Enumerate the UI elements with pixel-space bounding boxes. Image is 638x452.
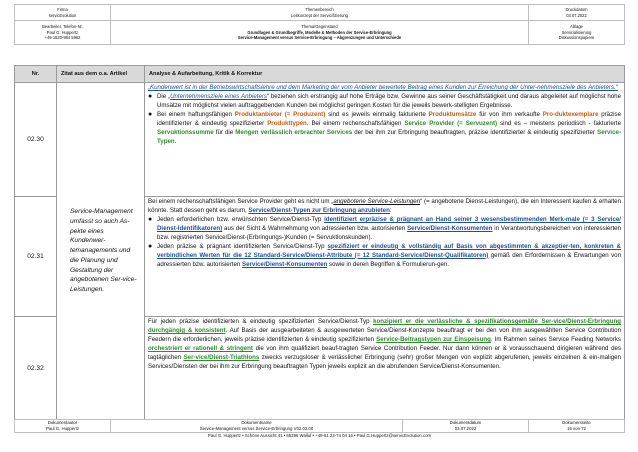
footer-page-value: 15 von 72 (567, 426, 586, 432)
bullet-icon: ● (148, 92, 153, 100)
quote-cell: Service-Management umfasst so auch As-pekte eines Kundenwer-temanagements und die Planung und Gestaltung der angebotenen Ser-vice-Leistungen. (57, 83, 145, 420)
header-print-date (529, 5, 625, 21)
header-editor (15, 21, 111, 45)
column-header-analysis: Analyse & Aufarbeitung, Kritik & Korrektur (145, 66, 625, 83)
analysis-cell (145, 197, 625, 317)
header-company-label: Firma (57, 7, 68, 13)
analysis-cell (145, 317, 625, 420)
definition-quote: „Kundenwert ist in der Betriebswirtschaftslehre und dem Marketing der vom Anbieter bewertete Beitrag eines Kunden zur Erreichung der Unter-nehmensziele des Anbieters.“ (148, 84, 618, 91)
bullet-icon: ● (148, 215, 153, 223)
header-subject-label: Thema/Gegenstand (301, 24, 338, 30)
document-footer (14, 419, 625, 440)
footer-document-date (403, 420, 529, 433)
bullet-text: Jeden erforderlichen bzw. erwünschten Service/Dienst-Typ identifiziert erpräzise & prägnant an Hand seiner 3 wesensbestimmenden Merk-male (= 3 Service/ Dienst-Identifikatoren) aus der Sicht & Wahrnehmung von adressierten bzw. autorisierten Service/Dienst-Konsumenten in Verantwortungsbereichen von interessierten bzw. registrierten Service/Dienst-(Erbringungs-)Kunden (= Servuktionskunden). (157, 215, 621, 241)
header-print-date-value: 03.07.2022 (566, 12, 587, 18)
header-topic-area (111, 5, 529, 21)
footer-page-label: Dokumentseite (562, 420, 591, 425)
analysis-paragraph: Für jeden präzise identifizierten & eindeutig spezifizierten Service/Dienst-Typ konzipiert er die verlässliche & spezifikationsgemäße Ser-vice/Dienst-Erbringung durchgängig & konsistent. Auf Basis der ausgearbeiteten & ausgewerteten Service/Dienst-Konzepte beauftragt er bei den von ihm ausgewählten Service Contribution Feedern die erforderlichen, jeweils präzise identifizierten & eindeutig spezifizierten Service-Beitragstypen zur Einspeisung. Im Rahmen seines Service Feeding Networks orchestriert er rationell & stringent die von ihm qualifiziert beauf-tragten Service Contribution Feeder. Nur dann können er & vorausschauend dirigieren während des tagtäglichen Ser-vice/Dienst-Triathlons zwecks verzugsloser & verlässlicher Erbringung (sehr) großer Mengen von explizit abgerufenen, jeweils einzelnen & ein-maligen Services/Diensten der bei ihm zur Erbringung beauftragten Typen jeweils explizit an die abrufenden Service/Dienst-Konsumenten. (148, 318, 622, 370)
bullet-text: Die „Unternehmensziele eines Anbieters“ beziehen sich erstrangig auf hohe Erträge bzw. Gewinne aus seiner Geschäftstätigkeit und daraus abgeleitet auf möglichst hohe Umsätze mit möglichst vielen auftraggebenden Kunden bei möglichst geringen Kosten für die jeweils bewerk-stelligten Ergebnisse. (157, 92, 622, 109)
document-header (14, 4, 625, 45)
bullet-text: Jeden präzise & prägnant identifizierten Service/Dienst-Typ spezifiziert er eindeutig & vollständig auf Basis von abgestimmten & akzeptier-ten, konkreten & verbindlichen Werten für die 12 Standard-Service/Dienst-Attribute (= 12 Standard-Service/Dienst-Qualifikatoren) gemäß den Erfordernissen & Erwartungen von adressierten bzw. autorisierten Service/Dienst-Konsumenten sowie in deren Begriffen & Formulierun-gen. (157, 242, 621, 268)
header-filing-line1: Servicialisierung (561, 29, 592, 35)
footer-document-name-value: Service-Management versus Service-Erbringung V02.02.00 (199, 426, 314, 432)
header-company (15, 5, 111, 21)
bullet-icon: ● (148, 110, 153, 118)
header-topic-area-label: Themenbereich (305, 7, 334, 13)
row-number: 02.31 (15, 197, 57, 317)
header-company-value: servicEvolution (48, 12, 77, 18)
footer-document-date-value: 03.07.2022 (454, 426, 477, 432)
header-subject-line2: Service-Management versus Service-Erbringung – Abgrenzungen und Unterschiede (237, 35, 402, 41)
header-filing-label: Ablage (570, 24, 583, 30)
header-topic-area-value: Leitkonzept der Servicifizierung (291, 12, 348, 18)
row-number: 02.32 (15, 317, 57, 420)
bullet-item (148, 216, 621, 243)
footer-page (529, 420, 625, 433)
bullet-text: Bei einem haftungsfähigen Produktanbieter (= Produzent) sind es jeweils einmalig fakturierte Produktumsätze für von ihm verkaufte Pro-duktexemplare präzise identifizierter & eindeutig spezifizierter Produkttypen. Bei einem rechenschaftsfähigen Service Provider (= Servuzent) sind es – meistens periodisch - fakturierte Servuktionssumme für die Mengen verlässlich erbrachter Services der bei ihm zur Erbringung beauftragten, präzise identifizierter & eindeutig spezifizierter Service-Typen. (157, 110, 621, 145)
analysis-cell (145, 83, 625, 197)
column-header-nr: Nr. (15, 66, 57, 83)
footer-document-date-label: Dokumentdatum (449, 420, 482, 425)
bullet-icon: ● (148, 242, 153, 250)
footer-address: Paul G. Huppertz • Schöne Aussicht 41 • 65396 Walluf • +49-61 23-74 04 16 • Paul.G.Huppertz@servicEvolution.com (207, 433, 432, 439)
header-editor-phone: +49-1520-984 5962 (44, 35, 81, 41)
header-filing-line2: Diskussionspapiere (558, 35, 595, 41)
header-print-date-label: Druckdatum (565, 7, 588, 13)
footer-author-label: Dokumentautor (47, 420, 78, 425)
analysis-table (14, 65, 625, 420)
footer-author-value: Paul G. Huppertz (46, 426, 79, 432)
bullet-item (148, 93, 621, 111)
bullet-item (148, 111, 621, 147)
header-subject-line1: Grundlagen & Grundbegriffe, Modelle & Methoden der Service-Erbringung (247, 29, 392, 35)
footer-document-name (111, 420, 403, 433)
header-editor-label: Bearbeiter, Telefon-Nr. (42, 24, 83, 30)
table-row (15, 83, 625, 197)
header-subject (111, 21, 529, 45)
column-header-quote: Zitat aus dem o.a. Artikel (57, 66, 145, 83)
header-editor-name: Paul G. Huppertz (46, 29, 79, 35)
bullet-item (148, 243, 621, 270)
footer-author (15, 420, 111, 433)
analysis-intro: Bei einem rechenschaftsfähigen Service Provider geht es nicht um „angebotene Service-Leistungen“ (= angebotene Dienst-Leistungen), die ein Interessent kaufen & erhalten könnte. Statt dessen geht es darum, Service/Dienst-Typen zur Erbringung anzubieten: (148, 198, 622, 214)
row-number: 02.30 (15, 83, 57, 197)
header-filing (529, 21, 625, 45)
footer-document-name-label: Dokumentname (241, 420, 272, 425)
